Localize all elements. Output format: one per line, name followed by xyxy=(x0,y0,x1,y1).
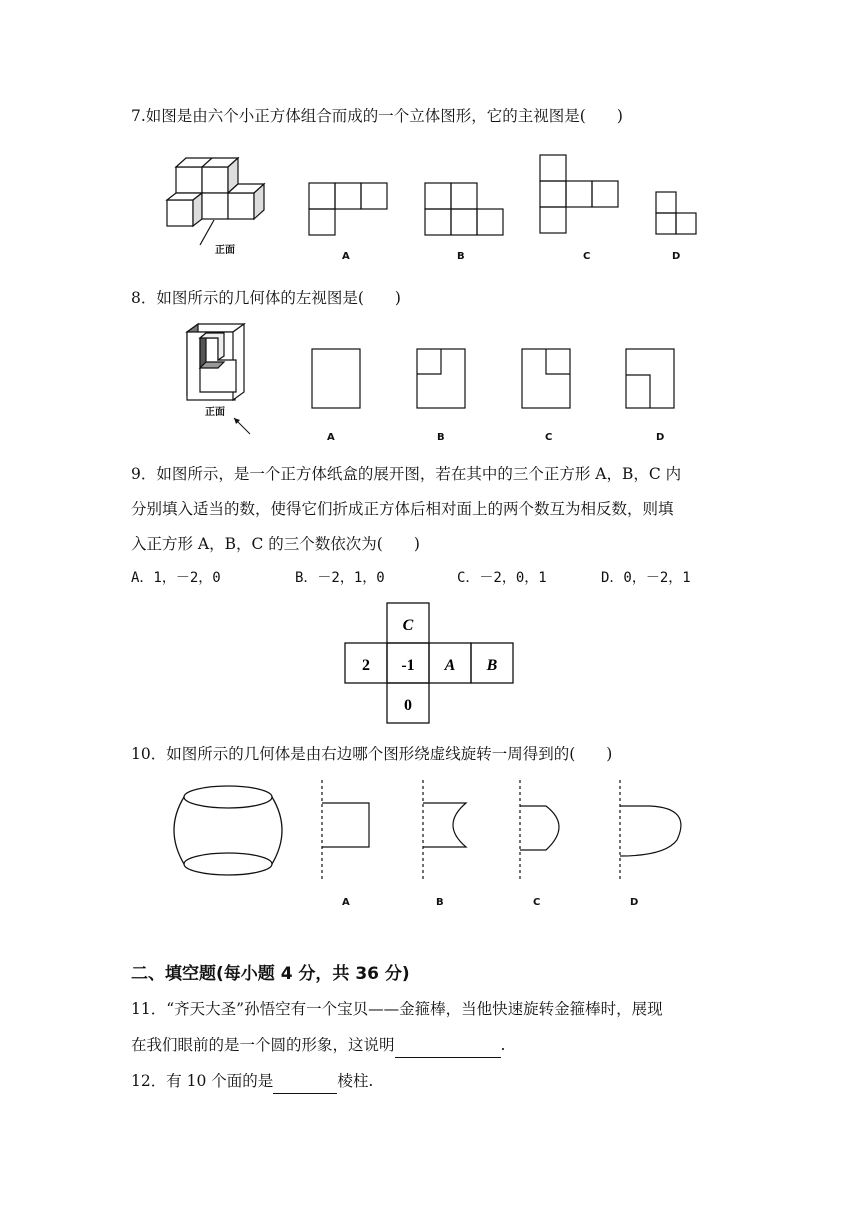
q10-option-d-figure xyxy=(620,780,681,882)
q7-option-b-figure xyxy=(425,183,503,235)
q11-tail: . xyxy=(500,1036,506,1054)
question-8-text: 8．如图所示的几何体的左视图是( ) xyxy=(131,289,401,307)
q11-line-2-text: 在我们眼前的是一个圆的形象，这说明 xyxy=(131,1036,395,1054)
q11-answer-blank[interactable] xyxy=(395,1033,501,1058)
q7-option-b-label: B xyxy=(457,251,465,262)
q9-net-cell-b: B xyxy=(486,657,498,674)
question-9-line-2: 分别填入适当的数，使得它们折成正方体后相对面上的两个数互为相反数，则填 xyxy=(131,500,674,518)
question-11-line-2 xyxy=(131,1033,505,1058)
q9-net-cell-c: C xyxy=(402,617,414,634)
question-9-choices xyxy=(131,566,691,590)
q12-pre-text: 12．有 10 个面的是 xyxy=(131,1072,274,1090)
q9-net-cell-bottom: 0 xyxy=(404,697,412,714)
q9-net-cell-left: 2 xyxy=(362,657,370,674)
q8-option-a-label: A xyxy=(327,432,335,443)
question-7-text: 7.如图是由六个小正方体组合而成的一个立体图形，它的主视图是( ) xyxy=(131,107,623,125)
q10-option-b-figure xyxy=(423,780,466,882)
q9-net-cell-a: A xyxy=(444,657,456,674)
q8-option-d-figure xyxy=(626,349,674,408)
q10-barrel-solid xyxy=(174,786,282,875)
question-9-line-3: 入正方形 A，B，C 的三个数依次为( ) xyxy=(131,535,420,553)
q7-solid-figure xyxy=(167,158,264,245)
q7-option-d-label: D xyxy=(672,251,681,262)
q9-choice-a[interactable]: A．1，－2，0 xyxy=(131,570,221,586)
q9-choice-b[interactable]: B．－2，1，0 xyxy=(295,570,385,586)
q9-choice-c[interactable]: C．－2，0，1 xyxy=(457,570,547,586)
q8-option-c-figure xyxy=(522,349,570,408)
q10-option-a-figure xyxy=(322,780,369,882)
q7-option-c-label: C xyxy=(583,251,591,262)
question-11-line-1: 11．“齐天大圣”孙悟空有一个宝贝——金箍棒，当他快速旋转金箍棒时，展现 xyxy=(131,1000,663,1018)
q7-option-d-figure xyxy=(656,192,696,234)
question-10-text: 10．如图所示的几何体是由右边哪个图形绕虚线旋转一周得到的( ) xyxy=(131,745,613,763)
q9-net-cell-center: -1 xyxy=(401,657,415,674)
q8-solid-figure xyxy=(187,324,244,400)
section-2-title: 二、填空题(每小题 4 分，共 36 分) xyxy=(131,964,410,984)
q12-post-text: 棱柱. xyxy=(337,1072,374,1090)
question-12-line xyxy=(131,1069,373,1094)
q7-option-a-figure xyxy=(309,183,387,235)
q10-option-c-figure xyxy=(520,780,559,882)
q10-option-c-label: C xyxy=(533,897,541,908)
question-9-line-1: 9．如图所示，是一个正方体纸盒的展开图，若在其中的三个正方形 A，B，C 内 xyxy=(131,465,682,483)
q8-option-d-label: D xyxy=(656,432,665,443)
q10-option-b-label: B xyxy=(436,897,444,908)
q8-option-b-figure xyxy=(417,349,465,408)
q8-option-c-label: C xyxy=(545,432,553,443)
q12-answer-blank[interactable] xyxy=(273,1069,337,1094)
q9-choice-d[interactable]: D．0，－2，1 xyxy=(601,570,691,586)
q8-front-label: 正面 xyxy=(205,407,225,418)
q10-option-d-label: D xyxy=(630,897,639,908)
q7-option-a-label: A xyxy=(342,251,350,262)
q8-option-b-label: B xyxy=(437,432,445,443)
q8-option-a-figure xyxy=(312,349,360,408)
q10-option-a-label: A xyxy=(342,897,350,908)
q7-front-label: 正面 xyxy=(215,245,235,256)
q7-option-c-figure xyxy=(540,155,618,233)
